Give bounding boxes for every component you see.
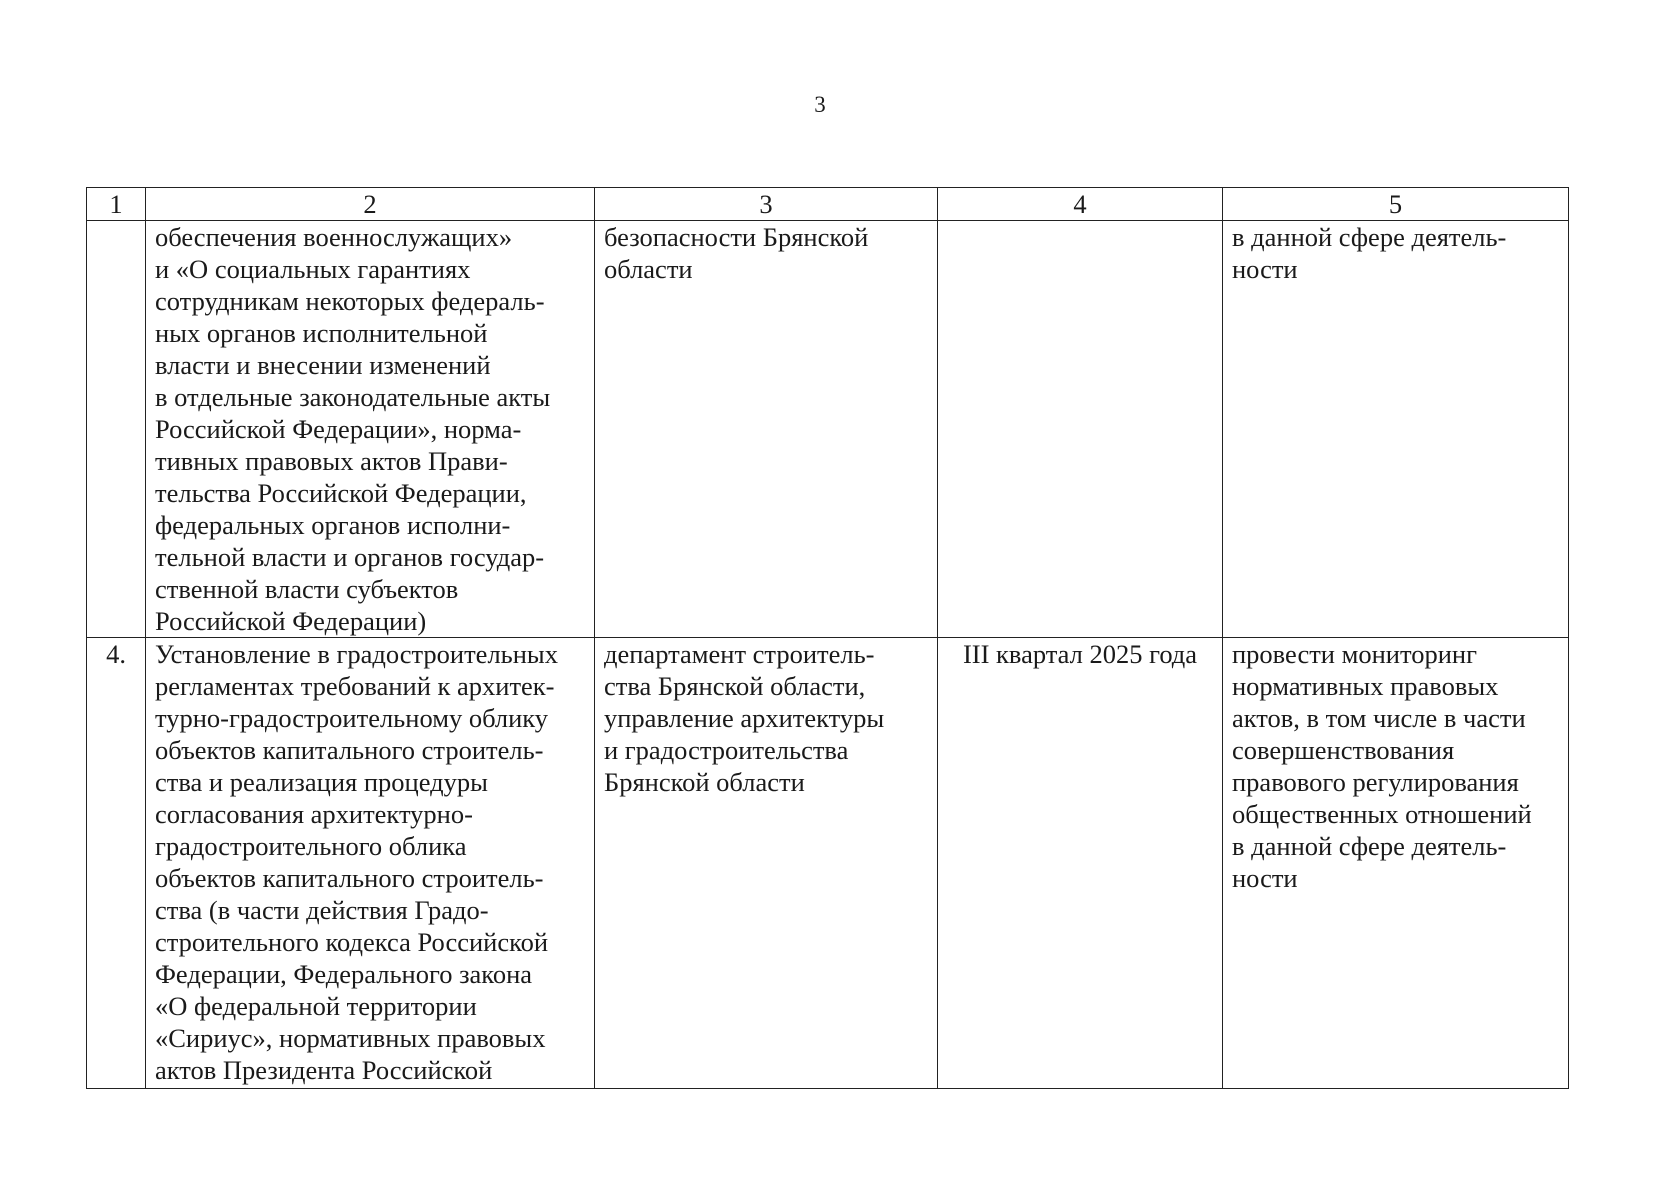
measures-table bbox=[86, 187, 1569, 1089]
result-text: провести мониторинг нормативных правовых актов, в том числе в части совершенствования правового регулирования общественных отношений в данной сфере деятель- ности bbox=[1232, 639, 1532, 893]
column-header-5: 5 bbox=[1223, 188, 1569, 221]
table-header bbox=[87, 188, 1569, 221]
table-row bbox=[87, 638, 1569, 1089]
responsible-cell bbox=[595, 638, 938, 1089]
measure-cell bbox=[146, 221, 595, 638]
measure-cell bbox=[146, 638, 595, 1089]
table-body bbox=[87, 221, 1569, 1089]
result-text: в данной сфере деятель- ности bbox=[1232, 222, 1507, 284]
period-cell bbox=[938, 638, 1223, 1089]
header-row bbox=[87, 188, 1569, 221]
result-cell bbox=[1223, 221, 1569, 638]
measure-text: Установление в градостроительных регламентах требований к архитек- турно-градостроительному облику объектов капитального строитель- ства и реализация процедуры согласования архитектурно- градостроительного облика объектов капитального строитель- ства (в части действия Градо- строительного кодекса Российской Федерации, Федерального закона «О федеральной территории «Сириус», нормативных правовых актов Президента Российской bbox=[155, 639, 558, 1085]
column-header-3: 3 bbox=[595, 188, 938, 221]
page-number: 3 bbox=[814, 92, 826, 117]
result-cell bbox=[1223, 638, 1569, 1089]
row-number-cell bbox=[87, 221, 146, 638]
row-number-cell bbox=[87, 638, 146, 1089]
period-cell bbox=[938, 221, 1223, 638]
column-header-4: 4 bbox=[938, 188, 1223, 221]
table-row bbox=[87, 221, 1569, 638]
row-number: 4. bbox=[106, 639, 126, 669]
responsible-cell bbox=[595, 221, 938, 638]
responsible-text: безопасности Брянской области bbox=[604, 222, 869, 284]
column-header-2: 2 bbox=[146, 188, 595, 221]
column-header-1: 1 bbox=[87, 188, 146, 221]
responsible-text: департамент строитель- ства Брянской области, управление архитектуры и градостроительства Брянской области bbox=[604, 639, 885, 797]
period-text: III квартал 2025 года bbox=[962, 639, 1198, 669]
measure-text: обеспечения военнослужащих» и «О социальных гарантиях сотрудникам некоторых федераль- ных органов исполнительной власти и внесении изменений в отдельные законодательные акты Российской Федерации», норма- тивных правовых актов Прави- тельства Российской Федерации, федеральных органов исполни- тельной власти и органов государ- ственной власти субъектов Российской Федерации) bbox=[155, 222, 551, 636]
